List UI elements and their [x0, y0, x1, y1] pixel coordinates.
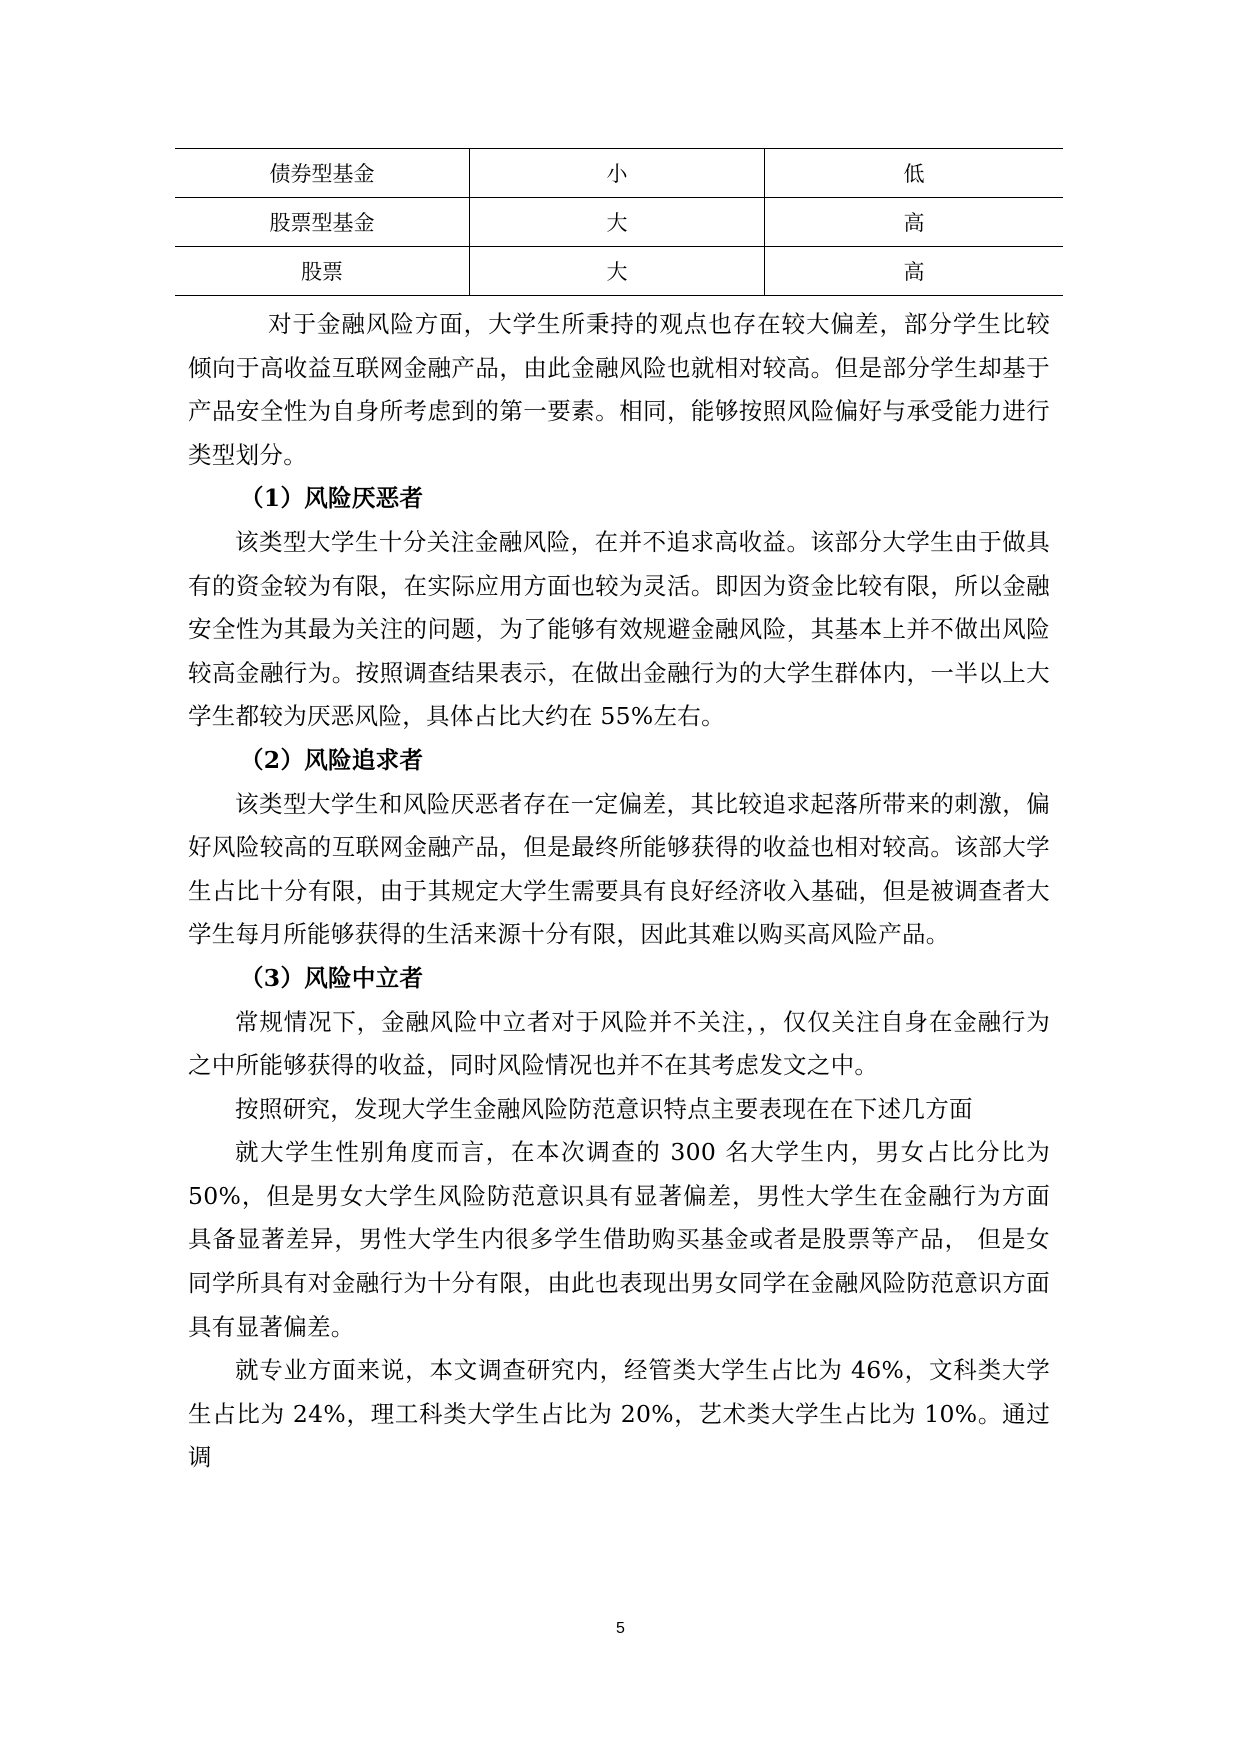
- table-row: [175, 198, 1063, 247]
- paragraph-risk-averse: 该类型大学生十分关注金融风险，在并不追求高收益。该部分大学生由于做具有的资金较为有限，在实际应用方面也较为灵活。即因为资金比较有限，所以金融安全性为其最为关注的问题，为了能够有效规避金融风险，其基本上并不做出风险较高金融行为。按照调查结果表示，在做出金融行为的大学生群体内，一半以上大学生都较为厌恶风险，具体占比大约在 55%左右。: [188, 527, 1050, 731]
- paragraph-risk-seeker: 该类型大学生和风险厌恶者存在一定偏差，其比较追求起落所带来的刺激，偏好风险较高的互联网金融产品，但是最终所能够获得的收益也相对较高。该部大学生占比十分有限，由于其规定大学生需要具有良好经济收入基础，但是被调查者大学生每月所能够获得的生活来源十分有限，因此其难以购买高风险产品。: [188, 789, 1050, 949]
- table-cell: 低: [765, 149, 1064, 198]
- heading-risk-seeker: （2）风险追求者: [240, 745, 424, 774]
- table-cell: 大: [470, 198, 765, 247]
- paragraph-gender: 就大学生性别角度而言，在本次调查的 300 名大学生内，男女占比分比为50%，但是男女大学生风险防范意识具有显著偏差，男性大学生在金融行为方面具备显著差异，男性大学生内很多学生借助购买基金或者是股票等产品， 但是女同学所具有对金融行为十分有限，由此也表现出男女同学在金融风险防范意识方面具有显著偏差。: [188, 1138, 1050, 1341]
- table-cell: 高: [765, 198, 1064, 247]
- heading-risk-neutral: （3）风险中立者: [240, 963, 424, 992]
- fund-risk-table: [175, 148, 1063, 296]
- body-text: [188, 303, 1050, 1480]
- paragraph-research-intro: 按照研究，发现大学生金融风险防范意识特点主要表现在在下述几方面: [235, 1094, 973, 1123]
- table-cell: 债券型基金: [175, 149, 470, 198]
- table-cell: 小: [470, 149, 765, 198]
- table-cell: 股票型基金: [175, 198, 470, 247]
- heading-risk-averse: （1）风险厌恶者: [240, 484, 424, 513]
- page-number: 5: [616, 1620, 625, 1637]
- paragraph-risk-neutral: 常规情况下，金融风险中立者对于风险并不关注，，仅仅关注自身在金融行为之中所能够获得的收益，同时风险情况也并不在其考虑发文之中。: [188, 1007, 1050, 1080]
- table-row: [175, 149, 1063, 198]
- table-row: [175, 247, 1063, 296]
- table-cell: 高: [765, 247, 1064, 296]
- paragraph-major: 就专业方面来说，本文调查研究内，经管类大学生占比为 46%，文科类大学生占比为 24%，理工科类大学生占比为 20%，艺术类大学生占比为 10%。通过调: [188, 1356, 1050, 1472]
- table-cell: 大: [470, 247, 765, 296]
- table-cell: 股票: [175, 247, 470, 296]
- paragraph-risk-views: 对于金融风险方面，大学生所秉持的观点也存在较大偏差，部分学生比较倾向于高收益互联网金融产品，由此金融风险也就相对较高。但是部分学生却基于产品安全性为自身所考虑到的第一要素。相同，能够按照风险偏好与承受能力进行类型划分。: [188, 310, 1050, 469]
